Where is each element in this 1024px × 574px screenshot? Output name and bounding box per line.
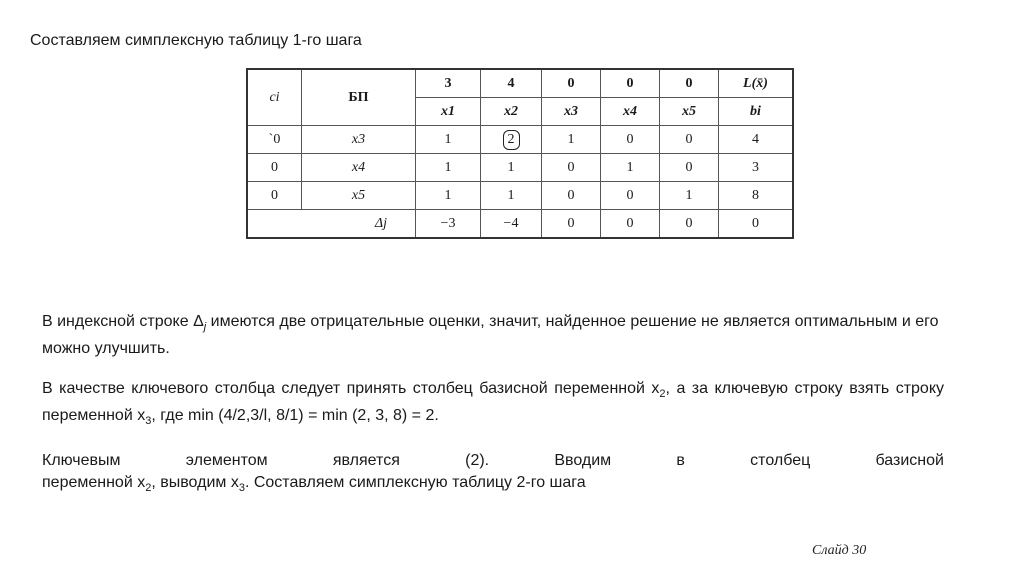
header-ci: ci: [247, 69, 302, 126]
row-cell: 0: [660, 126, 719, 154]
row-cell: 1: [481, 154, 542, 182]
para2-text-3: , где min (4/2,3/l, 8/1) = min (2, 3, 8) = 2.: [151, 407, 439, 425]
row-b: 4: [719, 126, 794, 154]
para1-text-2: имеются две отрицательные оценки, значит, найденное решение не является оптимальным и его можно улучшить.: [42, 313, 939, 358]
delta-b: 0: [719, 210, 794, 239]
var-x3: x3: [542, 98, 601, 126]
header-row-coefficients: [247, 69, 793, 98]
header-bp: БП: [302, 69, 416, 126]
para3-word: является: [332, 452, 400, 469]
row-ci: 0: [247, 182, 302, 210]
paragraph-key-column: [42, 378, 944, 432]
paragraph-key-element: [42, 450, 944, 499]
delta-cell: −4: [481, 210, 542, 239]
para3-text-3: . Составляем симплексную таблицу 2-го шага: [244, 474, 586, 491]
row-cell: 1: [481, 182, 542, 210]
para2-text-1: В качестве ключевого столбца следует принять столбец базисной переменной x: [42, 380, 660, 397]
coef-x5: 0: [660, 69, 719, 98]
coef-x2: 4: [481, 69, 542, 98]
para2-text-2: , а за ключевую строку взять строку переменной x: [42, 380, 945, 425]
coef-x1: 3: [416, 69, 481, 98]
para2-sub-1: 2: [659, 388, 666, 401]
para3-word: (2).: [465, 452, 490, 469]
header-b: bi: [719, 98, 794, 126]
para3-sub-2: 3: [238, 482, 245, 495]
simplex-table: [246, 68, 794, 239]
row-cell: 0: [542, 154, 601, 182]
row-cell: 0: [660, 154, 719, 182]
para3-word: Вводим: [554, 452, 612, 469]
simplex-table-container: [246, 68, 794, 239]
row-basis: x5: [302, 182, 416, 210]
key-element-cell: [481, 126, 542, 154]
para3-sub-1: 2: [145, 482, 152, 495]
delta-cell: 0: [660, 210, 719, 239]
row-basis: x3: [302, 126, 416, 154]
table-row: [247, 154, 793, 182]
para3-word: базисной: [875, 452, 944, 469]
table-row: [247, 126, 793, 154]
var-x4: x4: [601, 98, 660, 126]
paragraph-index-row: [42, 311, 944, 360]
var-x1: x1: [416, 98, 481, 126]
row-cell: 1: [416, 154, 481, 182]
para2-sub-2: 3: [145, 415, 152, 428]
para3-word: элементом: [185, 452, 268, 469]
row-ci: 0: [247, 154, 302, 182]
table-row: [247, 182, 793, 210]
slide-title: Составляем симплексную таблицу 1-го шага: [30, 32, 362, 49]
row-cell: 1: [542, 126, 601, 154]
row-basis: x4: [302, 154, 416, 182]
row-ci: `0: [247, 126, 302, 154]
slide-number: Слайд 30: [812, 543, 867, 558]
delta-label: Δj: [247, 210, 416, 239]
var-x2: x2: [481, 98, 542, 126]
row-cell: 1: [660, 182, 719, 210]
row-cell: 1: [416, 182, 481, 210]
coef-x3: 0: [542, 69, 601, 98]
para1-sub: j: [203, 321, 207, 334]
row-cell: 0: [542, 182, 601, 210]
para3-line-2: [42, 472, 944, 499]
row-b: 3: [719, 154, 794, 182]
delta-row: [247, 210, 793, 239]
para3-line-1: [42, 450, 944, 472]
delta-cell: 0: [601, 210, 660, 239]
para3-word: Ключевым: [42, 452, 121, 469]
row-cell: 1: [601, 154, 660, 182]
para3-word: в: [676, 452, 685, 469]
row-b: 8: [719, 182, 794, 210]
key-element: 2: [503, 130, 520, 150]
para3-text-1: переменной x: [42, 474, 146, 491]
para1-text-1: В индексной строке Δ: [42, 313, 204, 330]
row-cell: 0: [601, 126, 660, 154]
para3-text-2: , выводим x: [151, 474, 239, 491]
var-x5: x5: [660, 98, 719, 126]
coef-x4: 0: [601, 69, 660, 98]
delta-cell: 0: [542, 210, 601, 239]
row-cell: 0: [601, 182, 660, 210]
para3-word: столбец: [750, 452, 811, 469]
delta-cell: −3: [416, 210, 481, 239]
header-objective: L(x̄): [719, 69, 794, 98]
row-cell: 1: [416, 126, 481, 154]
